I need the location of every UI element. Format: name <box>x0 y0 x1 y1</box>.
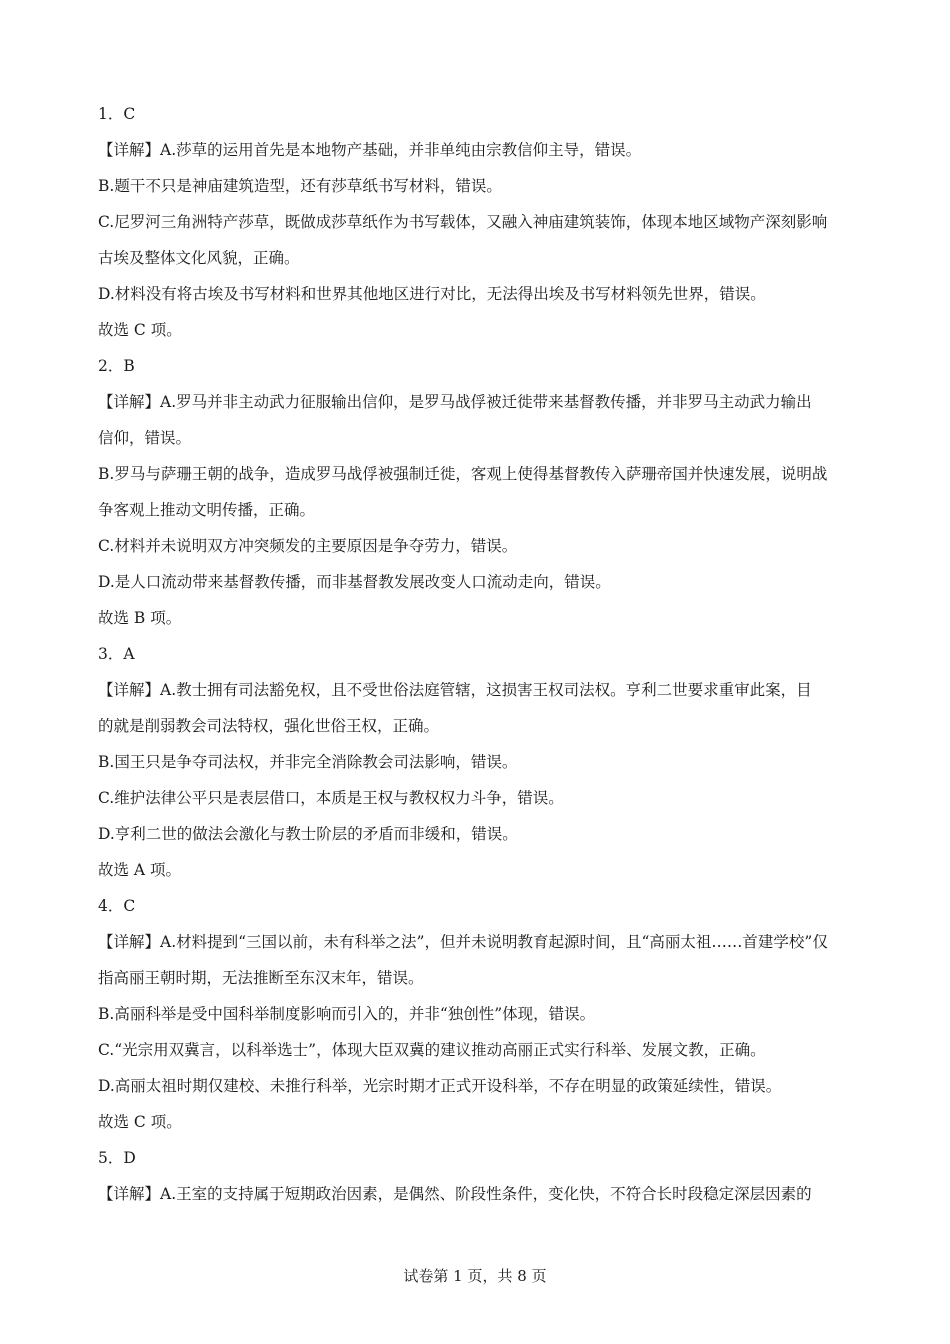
text-line: 指高丽王朝时期，无法推断至东汉末年，错误。 <box>98 969 424 987</box>
text-line: 故选 C 项。 <box>98 321 182 339</box>
text-line: 古埃及整体文化风貌，正确。 <box>98 249 300 267</box>
text-line: 1．C <box>98 105 136 123</box>
page-footer: 试卷第 1 页，共 8 页 <box>403 1267 547 1285</box>
text-line: C.材料并未说明双方冲突频发的主要原因是争夺劳力，错误。 <box>98 537 518 555</box>
text-line: 争客观上推动文明传播，正确。 <box>98 501 316 519</box>
text-line: 4．C <box>98 897 136 915</box>
text-line: 故选 A 项。 <box>98 861 182 879</box>
text-line: 故选 C 项。 <box>98 1113 182 1131</box>
text-line: 【详解】A.王室的支持属于短期政治因素，是偶然、阶段性条件，变化快，不符合长时段稳定深层因素的 <box>98 1185 812 1203</box>
text-line: 2．B <box>98 357 135 375</box>
text-line: 【详解】A.莎草的运用首先是本地物产基础，并非单纯由宗教信仰主导，错误。 <box>98 141 642 159</box>
text-line: B.国王只是争夺司法权，并非完全消除教会司法影响，错误。 <box>98 753 518 771</box>
answer-content <box>98 96 858 1212</box>
text-line: C.“光宗用双冀言，以科举选士”，体现大臣双冀的建议推动高丽正式实行科举、发展文教，正确。 <box>98 1041 766 1059</box>
text-line: B.高丽科举是受中国科举制度影响而引入的，并非“独创性”体现，错误。 <box>98 1005 596 1023</box>
text-line: 信仰，错误。 <box>98 429 192 447</box>
text-line: 故选 B 项。 <box>98 609 182 627</box>
text-line: D.材料没有将古埃及书写材料和世界其他地区进行对比，无法得出埃及书写材料领先世界，错误。 <box>98 285 766 303</box>
text-line: 3．A <box>98 645 135 663</box>
text-line: 5．D <box>98 1149 136 1167</box>
text-line: 的就是削弱教会司法特权，强化世俗王权，正确。 <box>98 717 440 735</box>
text-line: D.是人口流动带来基督教传播，而非基督教发展改变人口流动走向，错误。 <box>98 573 611 591</box>
text-line: 【详解】A.罗马并非主动武力征服输出信仰，是罗马战俘被迁徙带来基督教传播，并非罗马主动武力输出 <box>98 393 812 411</box>
text-line: B.题干不只是神庙建筑造型，还有莎草纸书写材料，错误。 <box>98 177 502 195</box>
text-line: C.尼罗河三角洲特产莎草，既做成莎草纸作为书写载体，又融入神庙建筑装饰，体现本地区域物产深刻影响 <box>98 213 828 231</box>
text-line: B.罗马与萨珊王朝的战争，造成罗马战俘被强制迁徙，客观上使得基督教传入萨珊帝国并快速发展，说明战 <box>98 465 828 483</box>
text-line: 【详解】A.教士拥有司法豁免权，且不受世俗法庭管辖，这损害王权司法权。亨利二世要求重审此案，目 <box>98 681 812 699</box>
text-line: C.维护法律公平只是表层借口，本质是王权与教权权力斗争，错误。 <box>98 789 564 807</box>
text-line: D.高丽太祖时期仅建校、未推行科举，光宗时期才正式开设科举，不存在明显的政策延续性，错误。 <box>98 1077 782 1095</box>
text-line: 【详解】A.材料提到“三国以前，未有科举之法”，但并未说明教育起源时间，且“高丽太祖……首建学校”仅 <box>98 933 828 951</box>
text-line: D.亨利二世的做法会激化与教士阶层的矛盾而非缓和，错误。 <box>98 825 518 843</box>
